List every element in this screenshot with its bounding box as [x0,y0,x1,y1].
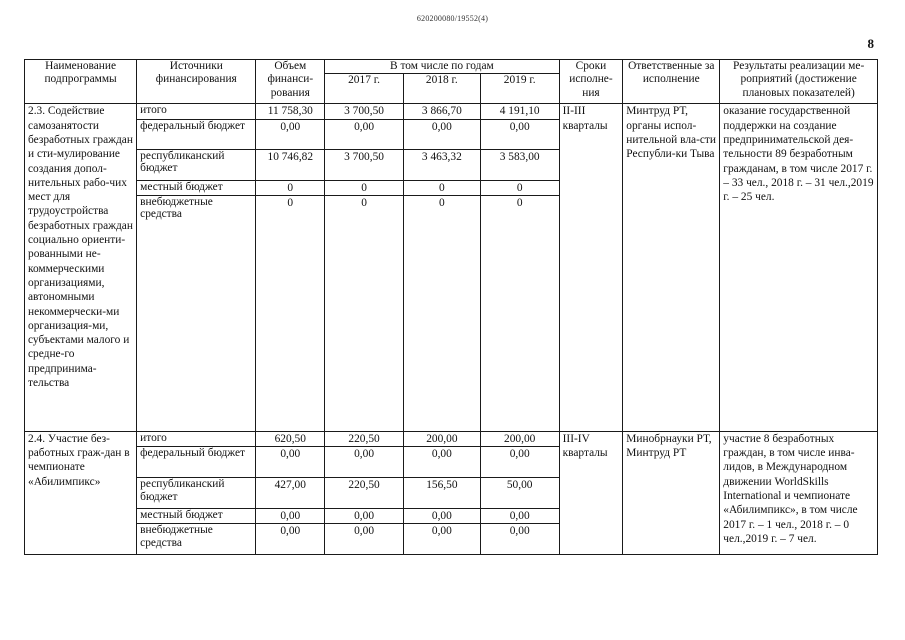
value-2019: 0,00 [480,524,559,555]
source-label: итого [137,104,256,119]
results-cell: оказание государственной поддержки на создание предпринимательской дея-тельности 89 безработным гражданам, в том числе 2017 г. – 33 чел., 2018 г. – 31 чел.,2019 г. – 25 чел. [720,104,878,431]
value-2017: 0,00 [325,509,404,524]
value-2019: 0 [480,195,559,431]
volume-value: 0,00 [256,119,325,149]
header-sources: Источники финансирования [137,60,256,104]
source-label: внебюджетные средства [137,195,256,431]
source-label: федеральный бюджет [137,447,256,478]
header-year-2018: 2018 г. [403,74,480,104]
subprogram-name: 2.4. Участие без-работных граж-дан в чемпионате «Абилимпикс» [25,431,137,554]
source-label: внебюджетные средства [137,524,256,555]
volume-value: 11 758,30 [256,104,325,119]
volume-value: 10 746,82 [256,149,325,180]
header-year-2017: 2017 г. [325,74,404,104]
value-2017: 220,50 [325,431,404,446]
table-row [25,104,878,119]
value-2017: 220,50 [325,478,404,509]
value-2018: 0 [403,195,480,431]
value-2018: 3 866,70 [403,104,480,119]
value-2018: 0 [403,180,480,195]
source-label: местный бюджет [137,509,256,524]
source-label: итого [137,431,256,446]
value-2017: 0 [325,180,404,195]
volume-value: 0,00 [256,524,325,555]
value-2017: 0,00 [325,447,404,478]
value-2017: 0,00 [325,524,404,555]
volume-value: 0 [256,180,325,195]
responsible-cell: Минтруд РТ, органы испол-нительной вла-сти Республи-ки Тыва [623,104,720,431]
value-2019: 4 191,10 [480,104,559,119]
value-2019: 200,00 [480,431,559,446]
responsible-cell: Минобрнауки РТ, Минтруд РТ [623,431,720,554]
header-volume: Объем финанси-рования [256,60,325,104]
value-2017: 0 [325,195,404,431]
header-by-years: В том числе по годам [325,60,559,74]
value-2018: 0,00 [403,447,480,478]
value-2019: 0,00 [480,447,559,478]
table-row [25,431,878,446]
value-2018: 156,50 [403,478,480,509]
value-2018: 200,00 [403,431,480,446]
header-responsible: Ответственные за исполнение [623,60,720,104]
value-2018: 0,00 [403,119,480,149]
source-label: республиканский бюджет [137,149,256,180]
header-terms: Сроки исполне-ния [559,60,623,104]
document-id: 620200080/19552(4) [416,14,489,23]
page-number: 8 [867,36,874,51]
source-label: местный бюджет [137,180,256,195]
header-name: Наименование подпрограммы [25,60,137,104]
terms-cell: II-III кварталы [559,104,623,431]
value-2018: 3 463,32 [403,149,480,180]
volume-value: 0,00 [256,447,325,478]
value-2017: 3 700,50 [325,104,404,119]
value-2019: 3 583,00 [480,149,559,180]
header-results: Результаты реализации ме-роприятий (достижение плановых показателей) [720,60,878,104]
value-2017: 3 700,50 [325,149,404,180]
volume-value: 0,00 [256,509,325,524]
value-2018: 0,00 [403,524,480,555]
subprogram-name: 2.3. Содействие самозанятости безработных граждан и сти-мулирование создания допол-нительных рабо-чих мест для трудоустройства безработных граждан социально ориенти-рованными не-коммерческими организациями, автономными некоммерчески-ми организация-ми, субъектами малого и средне-го предпринима-тельства [25,104,137,431]
source-label: республиканский бюджет [137,478,256,509]
results-cell: участие 8 безработных граждан, в том числе инва-лидов, в Международном движении WorldSkills International и чемпионате «Абилимпикс», в том числе 2017 г. – 1 чел., 2018 г. – 0 чел.,2019 г. – 7 чел. [720,431,878,554]
value-2019: 50,00 [480,478,559,509]
value-2018: 0,00 [403,509,480,524]
financing-table [24,59,878,555]
value-2019: 0 [480,180,559,195]
value-2019: 0,00 [480,119,559,149]
value-2019: 0,00 [480,509,559,524]
terms-cell: III-IV кварталы [559,431,623,554]
volume-value: 427,00 [256,478,325,509]
volume-value: 0 [256,195,325,431]
header-year-2019: 2019 г. [480,74,559,104]
volume-value: 620,50 [256,431,325,446]
value-2017: 0,00 [325,119,404,149]
source-label: федеральный бюджет [137,119,256,149]
